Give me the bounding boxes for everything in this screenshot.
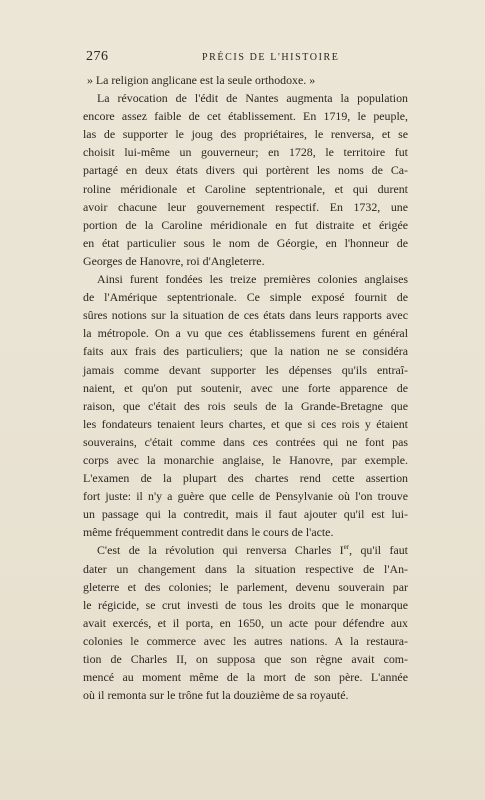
text-line: C'est de la révolution qui renversa Charles Ier, qu'il faut — [97, 543, 408, 558]
text-line: faits aux frais des particuliers; que la nation ne se considéra — [83, 344, 408, 359]
text-line: avait exercés, et il porta, en 1650, un acte pour défendre aux — [83, 615, 408, 630]
text-line: la métropole. On a vu que ces établissemens furent en général — [83, 326, 408, 341]
text-line: colonies le commerce avec les autres nations. A la restaura- — [83, 633, 408, 648]
text-line: corps avec la monarchie anglaise, le Hanovre, par exemple. — [83, 452, 408, 467]
body-text — [83, 71, 408, 704]
text-line: choisit lui-même un gouverneur; en 1728, le territoire fut — [83, 145, 408, 160]
text-line: Georges de Hanovre, roi d'Angleterre. — [83, 253, 265, 268]
text-line: » La religion anglicane est la seule orthodoxe. » — [87, 73, 316, 87]
text-line: Ainsi furent fondées les treize premières colonies anglaises — [97, 272, 408, 287]
text-line: dater un changement dans la situation respective de l'An- — [83, 561, 408, 576]
page-number: 276 — [86, 49, 109, 64]
paragraph — [83, 541, 408, 704]
running-title: PRÉCIS DE L'HISTOIRE — [202, 52, 340, 63]
text-line: un passage qui la contredit, mais il faut ajouter qu'il est lui- — [83, 507, 408, 522]
text-line: L'examen de la plupart des chartes rend cette assertion — [83, 471, 408, 486]
text-line: gleterre et des colonies; le parlement, devenu souverain par — [83, 579, 408, 594]
paragraph — [83, 89, 408, 270]
text-line: même fréquemment contredit dans le cours de l'acte. — [83, 525, 334, 540]
text-line: La révocation de l'édit de Nantes augmenta la population — [97, 91, 408, 106]
paragraph — [83, 71, 408, 89]
text-line: partagé en deux états divers qui portèrent les noms de Ca- — [83, 163, 408, 178]
text-line: naient, et qu'on put soutenir, avec une forte apparence de — [83, 380, 408, 395]
text-line: avoir chacune leur gouvernement respectif. En 1732, une — [83, 199, 408, 214]
text-line: sûres notions sur la situation de ces états dans leurs rapports avec — [83, 308, 408, 323]
text-line: roline méridionale et Caroline septentrionale, et qui durent — [83, 181, 408, 196]
text-line: de l'Amérique septentrionale. Ce simple exposé fournit de — [83, 290, 408, 305]
text-line: souverains, c'était comme dans ces contrées qui ne font pas — [83, 434, 408, 449]
text-line: mencé au moment même de la mort de son père. L'année — [83, 670, 408, 685]
text-line: tion de Charles II, on supposa que son règne avait com- — [83, 652, 408, 666]
text-line: où il remonta sur le trône fut la douzième de sa royauté. — [83, 688, 349, 703]
text-line: jamais comme devant supporter les dépenses qu'ils entraî- — [83, 362, 408, 377]
text-line: fort juste: il n'y a guère que celle de Pensylvanie où l'on trouve — [83, 489, 408, 504]
text-line: en état particulier sous le nom de Géorgie, en l'honneur de — [83, 235, 408, 250]
text-line: les fondateurs tenaient leurs chartes, et que si ces rois y étaient — [83, 416, 408, 431]
text-line: raison, que c'était des rois seuls de la Grande-Bretagne que — [83, 398, 408, 413]
text-line: le régicide, se crut investi de tous les droits que le monarque — [83, 597, 408, 612]
text-line: portion de la Caroline méridionale en fut distraite et érigée — [83, 217, 408, 232]
text-line: las de supporter le joug des propriétaires, le renversa, et se — [83, 127, 408, 142]
text-line: encore assez faible de cet établissement. En 1719, le peuple, — [83, 109, 408, 124]
page-header — [86, 49, 406, 65]
paragraph — [83, 270, 408, 541]
